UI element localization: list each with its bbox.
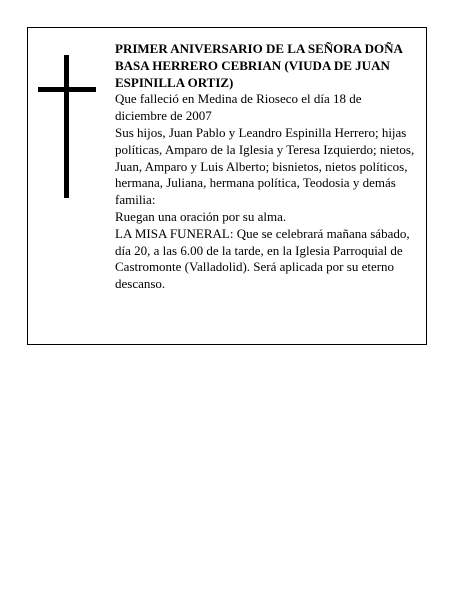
- family-list: Sus hijos, Juan Pablo y Leandro Espinilla Herrero; hijas políticas, Amparo de la Iglesia y Teresa Izquierdo; nietos, Juan, Amparo y Luis Alberto; bisnietos, nietos políticos, hermana, Juliana, hermana política, Teodosia y demás familia:: [115, 124, 415, 208]
- prayer-request: Ruegan una oración por su alma.: [115, 208, 287, 224]
- cross-icon: [38, 55, 96, 198]
- obituary-notice: [27, 27, 427, 345]
- death-info: Que falleció en Medina de Rioseco el día 18 de diciembre de 2007: [115, 91, 362, 124]
- cross-horizontal-bar: [38, 87, 96, 92]
- notice-heading: PRIMER ANIVERSARIO DE LA SEÑORA DOÑA BASA HERRERO CEBRIAN (VIUDA DE JUAN ESPINILLA ORTIZ): [115, 41, 403, 90]
- cross-vertical-bar: [64, 55, 69, 198]
- funeral-mass-info: LA MISA FUNERAL: Que se celebrará mañana sábado, día 20, a las 6.00 de la tarde, en la Iglesia Parroquial de Castromonte (Valladolid). Será aplicada por su eterno descanso.: [115, 225, 410, 292]
- notice-text: [115, 41, 415, 293]
